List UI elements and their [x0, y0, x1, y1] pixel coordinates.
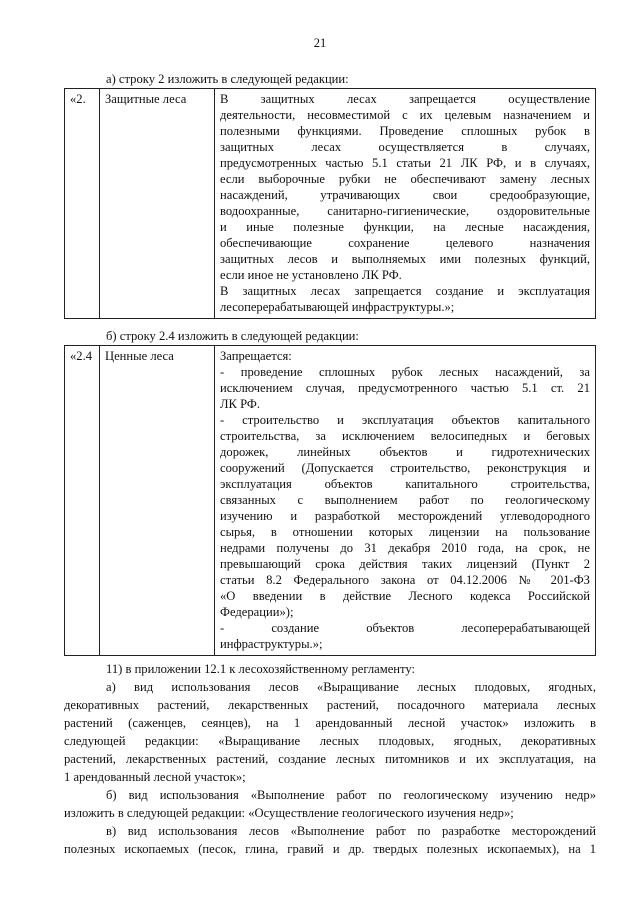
text-line: В защитных лесах запрещается осуществление [220, 92, 590, 106]
page-number: 21 [313, 36, 327, 50]
text-line: защитных лесов и выполняемых ими полезных функций, [220, 252, 590, 266]
table-row-2-4 [64, 345, 596, 656]
text-line: «О введении в действие Лесного кодекса Российской [220, 589, 590, 603]
text-line: насаждений, утрачивающих свои средообразующие, [220, 188, 590, 202]
paragraph-line: б) вид использования «Выполнение работ по геологическому изучению недр» [106, 788, 596, 802]
table-row-2 [64, 88, 596, 319]
regime-text [215, 89, 596, 319]
forest-category: Ценные леса [100, 346, 215, 656]
paragraph-line: полезных ископаемых (песок, глина, гравий и др. твердых полезных ископаемых), на 1 [64, 842, 596, 856]
text-line: водоохранные, санитарно-гигиенические, оздоровительные [220, 204, 590, 218]
text-line: сооружений (Допускается строительство, реконструкция и [220, 461, 590, 475]
text-line: защитных лесах осуществляется в случаях, [220, 140, 590, 154]
intro-line-b: б) строку 2.4 изложить в следующей редакции: [106, 329, 359, 343]
row-number: «2.4 [65, 346, 100, 656]
text-line: полезными функциями. Проведение сплошных рубок в [220, 124, 590, 138]
text-line: обеспечивающие сохранение целевого назначения [220, 236, 590, 250]
text-line: Запрещается: [220, 349, 292, 363]
forest-category: Защитные леса [100, 89, 215, 319]
paragraph-line: следующей редакции: «Выращивание лесных плодовых, ягодных, декоративных [64, 734, 596, 748]
paragraph-line: а) вид использования лесов «Выращивание лесных плодовых, ягодных, [106, 680, 596, 694]
paragraph-line: растений, лекарственных растений, создание лесных питомников и их эксплуатация, на [64, 752, 596, 766]
paragraph-line: в) вид использования лесов «Выполнение работ по разработке месторождений [106, 824, 596, 838]
paragraph-line: 11) в приложении 12.1 к лесохозяйственному регламенту: [106, 662, 415, 676]
text-line: связанных с выполнением работ по геологическому [220, 493, 590, 507]
text-line: деятельности, несовместимой с их целевым назначением и [220, 108, 590, 122]
intro-line-a: а) строку 2 изложить в следующей редакции: [106, 72, 349, 86]
row-number: «2. [65, 89, 100, 319]
text-line: В защитных лесах запрещается создание и эксплуатация [220, 284, 590, 298]
text-line: лесоперерабатывающей инфраструктуры.»; [220, 300, 455, 314]
paragraph-line: декоративных растений, лекарственных растений, посадочного материала лесных [64, 698, 596, 712]
text-line: сырья, в отношении которых лицензии на пользование [220, 525, 590, 539]
text-line: и иные полезные функции, на лесные насаждения, [220, 220, 590, 234]
text-line: превышающий срока действия таких лицензий (Пункт 2 [220, 557, 590, 571]
text-line: строительства, за исключением велосипедных и беговых [220, 429, 590, 443]
paragraph-line: изложить в следующей редакции: «Осуществление геологического изучения недр»; [64, 806, 514, 820]
text-line: статьи 8.2 Федерального закона от 04.12.2006 № 201-ФЗ [220, 573, 590, 587]
text-line: если выборочные рубки не обеспечивают замену лесных [220, 172, 590, 186]
text-line: изучению и разработкой месторождений углеводородного [220, 509, 590, 523]
text-line: - строительство и эксплуатация объектов капитального [220, 413, 590, 427]
text-line: инфраструктуры.»; [220, 637, 323, 651]
text-line: ЛК РФ. [220, 397, 260, 411]
text-line: недрами получены до 31 декабря 2010 года, на срок, не [220, 541, 590, 555]
text-line: Федерации»); [220, 605, 294, 619]
text-line: - проведение сплошных рубок лесных насаждений, за [220, 365, 590, 379]
text-line: если иное не установлено ЛК РФ. [220, 268, 402, 282]
text-line: дорожек, линейных объектов и гидротехнических [220, 445, 590, 459]
text-line: предусмотренных частью 5.1 статьи 21 ЛК РФ, и в случаях, [220, 156, 590, 170]
regime-text [215, 346, 596, 656]
paragraph-line: 1 арендованный лесной участок»; [64, 770, 246, 784]
paragraph-line: растений (саженцев, сеянцев), на 1 арендованный лесной участок» изложить в [64, 716, 596, 730]
text-line: эксплуатация объектов капитального строительства, [220, 477, 590, 491]
text-line: исключением случая, предусмотренного частью 5.1 ст. 21 [220, 381, 590, 395]
text-line: - создание объектов лесоперерабатывающей [220, 621, 590, 635]
